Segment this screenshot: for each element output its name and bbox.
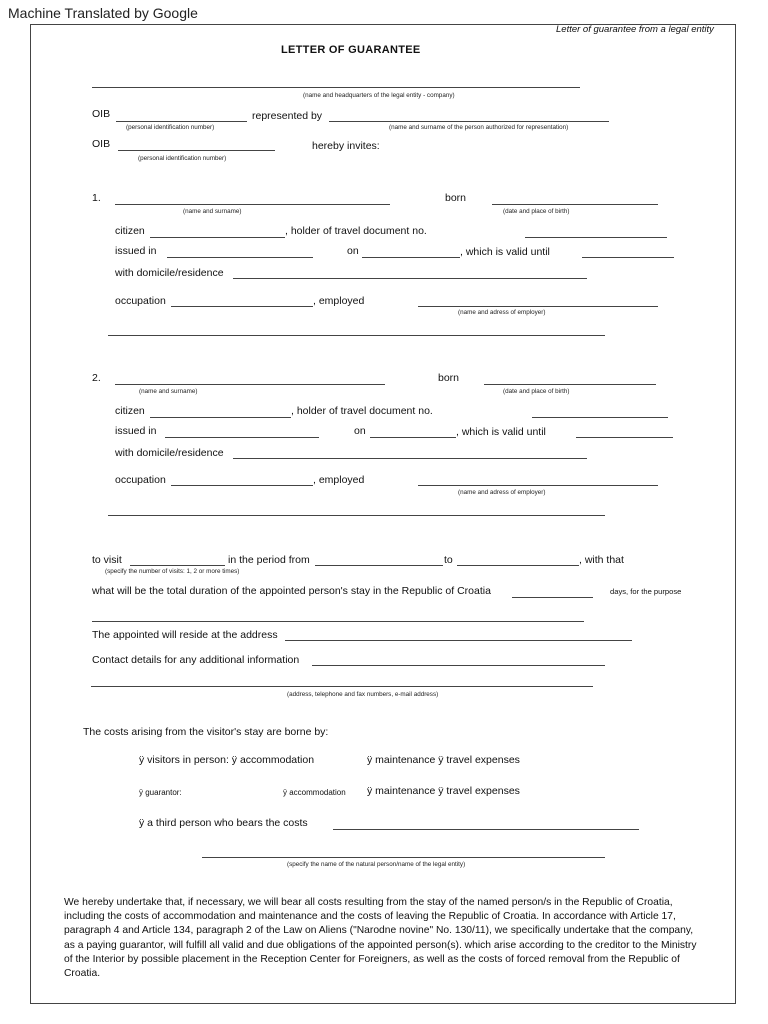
person2-citizen-field[interactable]: [150, 417, 291, 418]
person2-document-field[interactable]: [532, 417, 668, 418]
third-person-name-field[interactable]: [202, 857, 605, 858]
person1-issued-field[interactable]: [167, 257, 313, 258]
person2-employer-field[interactable]: [418, 485, 658, 486]
machine-translated-header: Machine Translated by Google: [8, 5, 198, 21]
person2-citizen-label: citizen: [115, 405, 145, 417]
reside-label: The appointed will reside at the address: [92, 629, 278, 641]
option-visitors-maintenance[interactable]: ÿ maintenance ÿ travel expenses: [367, 754, 520, 766]
period-to-field[interactable]: [457, 565, 579, 566]
person1-employer-caption: (name and adress of employer): [458, 309, 546, 316]
oib-label-1: OIB: [92, 108, 111, 120]
person1-holder-label: , holder of travel document no.: [285, 225, 427, 237]
period-to-label: to: [444, 554, 453, 566]
duration-label: what will be the total duration of the appointed person's stay in the Republic of Croatia: [92, 585, 491, 597]
person2-occupation-field[interactable]: [171, 485, 313, 486]
person1-name-caption: (name and surname): [183, 208, 242, 215]
person1-citizen-label: citizen: [115, 225, 145, 237]
period-from-field[interactable]: [315, 565, 443, 566]
person1-number: 1.: [92, 192, 101, 204]
person1-birth-field[interactable]: [492, 204, 658, 205]
purpose-field[interactable]: [92, 621, 584, 622]
contact-caption: (address, telephone and fax numbers, e-mail address): [287, 691, 439, 698]
person2-birth-caption: (date and place of birth): [503, 388, 570, 395]
person1-employer-field[interactable]: [418, 306, 658, 307]
person2-on-label: on: [354, 425, 366, 437]
person1-issued-label: issued in: [115, 245, 157, 257]
option-guarantor-maintenance[interactable]: ÿ maintenance ÿ travel expenses: [367, 785, 520, 797]
person2-domicile-label: with domicile/residence: [115, 447, 224, 459]
duration-field[interactable]: [512, 597, 593, 598]
represented-by-label: represented by: [252, 110, 323, 122]
visits-caption: (specify the number of visits: 1, 2 or more times): [105, 568, 240, 575]
days-purpose-label: days, for the purpose: [610, 587, 682, 596]
representative-field[interactable]: [329, 121, 609, 122]
pin-caption-1: (personal identification number): [126, 124, 215, 131]
person1-birth-caption: (date and place of birth): [503, 208, 570, 215]
person1-born-label: born: [445, 192, 467, 204]
person2-valid-field[interactable]: [576, 437, 673, 438]
person1-on-field[interactable]: [362, 257, 460, 258]
person1-name-field[interactable]: [115, 204, 390, 205]
person1-occupation-label: occupation: [115, 295, 166, 307]
contact-extra-field[interactable]: [91, 686, 593, 687]
person1-extra-field[interactable]: [108, 335, 605, 336]
option-guarantor-accommodation[interactable]: ÿ accommodation: [283, 788, 346, 797]
person2-birth-field[interactable]: [484, 384, 656, 385]
person1-employed-label: , employed: [313, 295, 365, 307]
oib-label-2: OIB: [92, 138, 111, 150]
person2-valid-label: , which is valid until: [456, 426, 546, 438]
option-guarantor[interactable]: ÿ guarantor:: [139, 788, 182, 797]
hereby-invites: hereby invites:: [312, 140, 380, 152]
person2-employed-label: , employed: [313, 474, 365, 486]
option-visitors-accommodation[interactable]: ÿ visitors in person: ÿ accommodation: [139, 754, 315, 766]
oib-field-2[interactable]: [118, 150, 275, 151]
costs-intro: The costs arising from the visitor's stay are borne by:: [83, 726, 329, 738]
document-title: LETTER OF GUARANTEE: [281, 44, 421, 56]
oib-field-1[interactable]: [116, 121, 247, 122]
person2-on-field[interactable]: [370, 437, 456, 438]
person1-on-label: on: [347, 245, 359, 257]
representative-caption: (name and surname of the person authorized for representation): [389, 124, 569, 131]
entity-caption: (name and headquarters of the legal entity - company): [303, 92, 455, 99]
person2-issued-field[interactable]: [165, 437, 319, 438]
entity-field[interactable]: [92, 87, 580, 88]
third-person-field[interactable]: [333, 829, 639, 830]
visits-field[interactable]: [130, 565, 225, 566]
pin-caption-2: (personal identification number): [138, 155, 227, 162]
person2-domicile-field[interactable]: [233, 458, 587, 459]
contact-field[interactable]: [312, 665, 605, 666]
top-note: Letter of guarantee from a legal entity: [556, 24, 714, 35]
third-person-caption: (specify the name of the natural person/name of the legal entity): [287, 861, 466, 868]
person2-name-field[interactable]: [115, 384, 385, 385]
person2-name-caption: (name and surname): [139, 388, 198, 395]
undertaking-paragraph: We hereby undertake that, if necessary, we will bear all costs resulting from the stay of the named person/s in the Republic of Croatia, including the costs of accommodation and maintenance and the costs of leaving the Republic of Croatia. In accordance with Article 17, paragraph 4 and Article 134, paragraph 2 of the Law on Aliens ("Narodne novine" No. 130/11), we specifically undertake that the company, as a paying guarantor, will fulfill all valid and due obligations of the appointed person(s). which arise according to the creditor to the Ministry of the Interior by possible placement in the Reception Center for Foreigners, as well as the costs of forced removal from the Republic of Croatia.: [64, 897, 697, 980]
person1-domicile-field[interactable]: [233, 278, 587, 279]
person2-extra-field[interactable]: [108, 515, 605, 516]
contact-label: Contact details for any additional information: [92, 654, 300, 666]
person2-born-label: born: [438, 372, 460, 384]
reside-field[interactable]: [285, 640, 632, 641]
to-visit-label: to visit: [92, 554, 122, 566]
person2-issued-label: issued in: [115, 425, 157, 437]
person1-citizen-field[interactable]: [150, 237, 285, 238]
person2-employer-caption: (name and adress of employer): [458, 489, 546, 496]
person1-document-field[interactable]: [525, 237, 667, 238]
period-label: in the period from: [228, 554, 310, 566]
person1-occupation-field[interactable]: [171, 306, 313, 307]
person2-number: 2.: [92, 372, 101, 384]
person1-valid-field[interactable]: [582, 257, 674, 258]
person2-holder-label: , holder of travel document no.: [291, 405, 433, 417]
with-that-label: , with that: [579, 554, 624, 566]
person2-occupation-label: occupation: [115, 474, 166, 486]
option-third-person[interactable]: ÿ a third person who bears the costs: [139, 817, 308, 829]
person1-domicile-label: with domicile/residence: [115, 267, 224, 279]
person1-valid-label: , which is valid until: [460, 246, 550, 258]
